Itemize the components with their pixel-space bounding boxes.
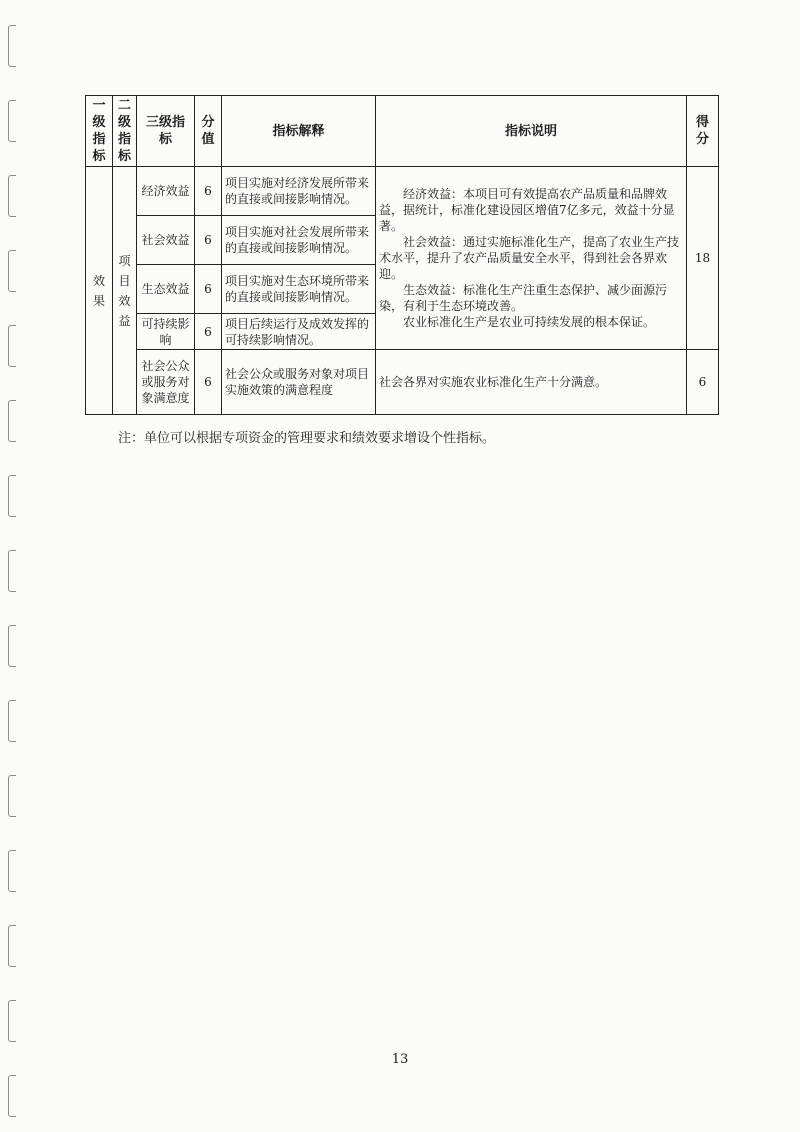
- description-paragraph: 生态效益：标准化生产注重生态保护、减少面源污染，有利于生态环境改善。: [379, 283, 668, 313]
- binding-hole: [8, 250, 16, 292]
- description-paragraph: 经济效益：本项目可有效提高农产品质量和品牌效益，据统计，标准化建设园区增值7亿多元，效益十分显著。: [379, 187, 675, 233]
- explanation-cell: 项目实施对生态环境所带来的直接或间接影响情况。: [222, 265, 376, 314]
- value-cell: 6: [195, 350, 222, 415]
- explanation-cell: 社会公众或服务对象对项目实施效策的满意程度: [222, 350, 376, 415]
- binding-hole: [8, 175, 16, 217]
- binding-hole: [8, 550, 16, 592]
- header-explanation: 指标解释: [222, 96, 376, 167]
- binding-hole: [8, 475, 16, 517]
- header-score-value: 分值: [195, 96, 222, 167]
- binding-hole: [8, 850, 16, 892]
- header-description: 指标说明: [376, 96, 687, 167]
- binding-hole: [8, 625, 16, 667]
- value-cell: 6: [195, 314, 222, 350]
- table-row: [86, 167, 719, 216]
- page-number: 13: [391, 1052, 409, 1067]
- value-cell: 6: [195, 265, 222, 314]
- binding-hole: [8, 400, 16, 442]
- table-note: 注：单位可以根据专项资金的管理要求和绩效要求增设个性指标。: [118, 431, 496, 446]
- binding-hole: [8, 925, 16, 967]
- binding-hole: [8, 775, 16, 817]
- binding-hole: [8, 700, 16, 742]
- binding-hole: [8, 100, 16, 142]
- header-level3: 三级指标: [137, 96, 195, 167]
- satisfaction-description-cell: 社会各界对实施农业标准化生产十分满意。: [376, 350, 687, 415]
- benefit-description-cell: [376, 167, 687, 350]
- satisfaction-score-cell: 6: [687, 350, 719, 415]
- value-cell: 6: [195, 167, 222, 216]
- explanation-cell: 项目实施对经济发展所带来的直接或间接影响情况。: [222, 167, 376, 216]
- table-header-row: [86, 96, 719, 167]
- value-cell: 6: [195, 216, 222, 265]
- description-paragraph: 社会效益：通过实施标准化生产，提高了农业生产技术水平，提升了农产品质量安全水平，得到社会各界欢迎。: [379, 235, 680, 281]
- benefit-score-cell: 18: [687, 167, 719, 350]
- binding-hole: [8, 325, 16, 367]
- level3-cell: 社会效益: [137, 216, 195, 265]
- level3-cell: 可持续影响: [137, 314, 195, 350]
- binding-hole: [8, 1000, 16, 1042]
- header-level1: 一级指标: [86, 96, 113, 167]
- performance-indicator-table: [85, 95, 719, 415]
- header-score: 得分: [687, 96, 719, 167]
- description-paragraph: 农业标准化生产是农业可持续发展的根本保证。: [403, 315, 656, 329]
- binding-hole: [8, 1075, 16, 1117]
- explanation-cell: 项目实施对社会发展所带来的直接或间接影响情况。: [222, 216, 376, 265]
- table-row: [86, 350, 719, 415]
- level1-cell: 效果: [86, 167, 113, 415]
- header-level2: 二级指标: [113, 96, 137, 167]
- level2-cell: 项目效益: [113, 167, 137, 415]
- level3-cell: 经济效益: [137, 167, 195, 216]
- binding-holes: [8, 0, 28, 1132]
- level3-cell: 社会公众或服务对象满意度: [137, 350, 195, 415]
- binding-hole: [8, 25, 16, 67]
- level3-cell: 生态效益: [137, 265, 195, 314]
- explanation-cell: 项目后续运行及成效发挥的可持续影响情况。: [222, 314, 376, 350]
